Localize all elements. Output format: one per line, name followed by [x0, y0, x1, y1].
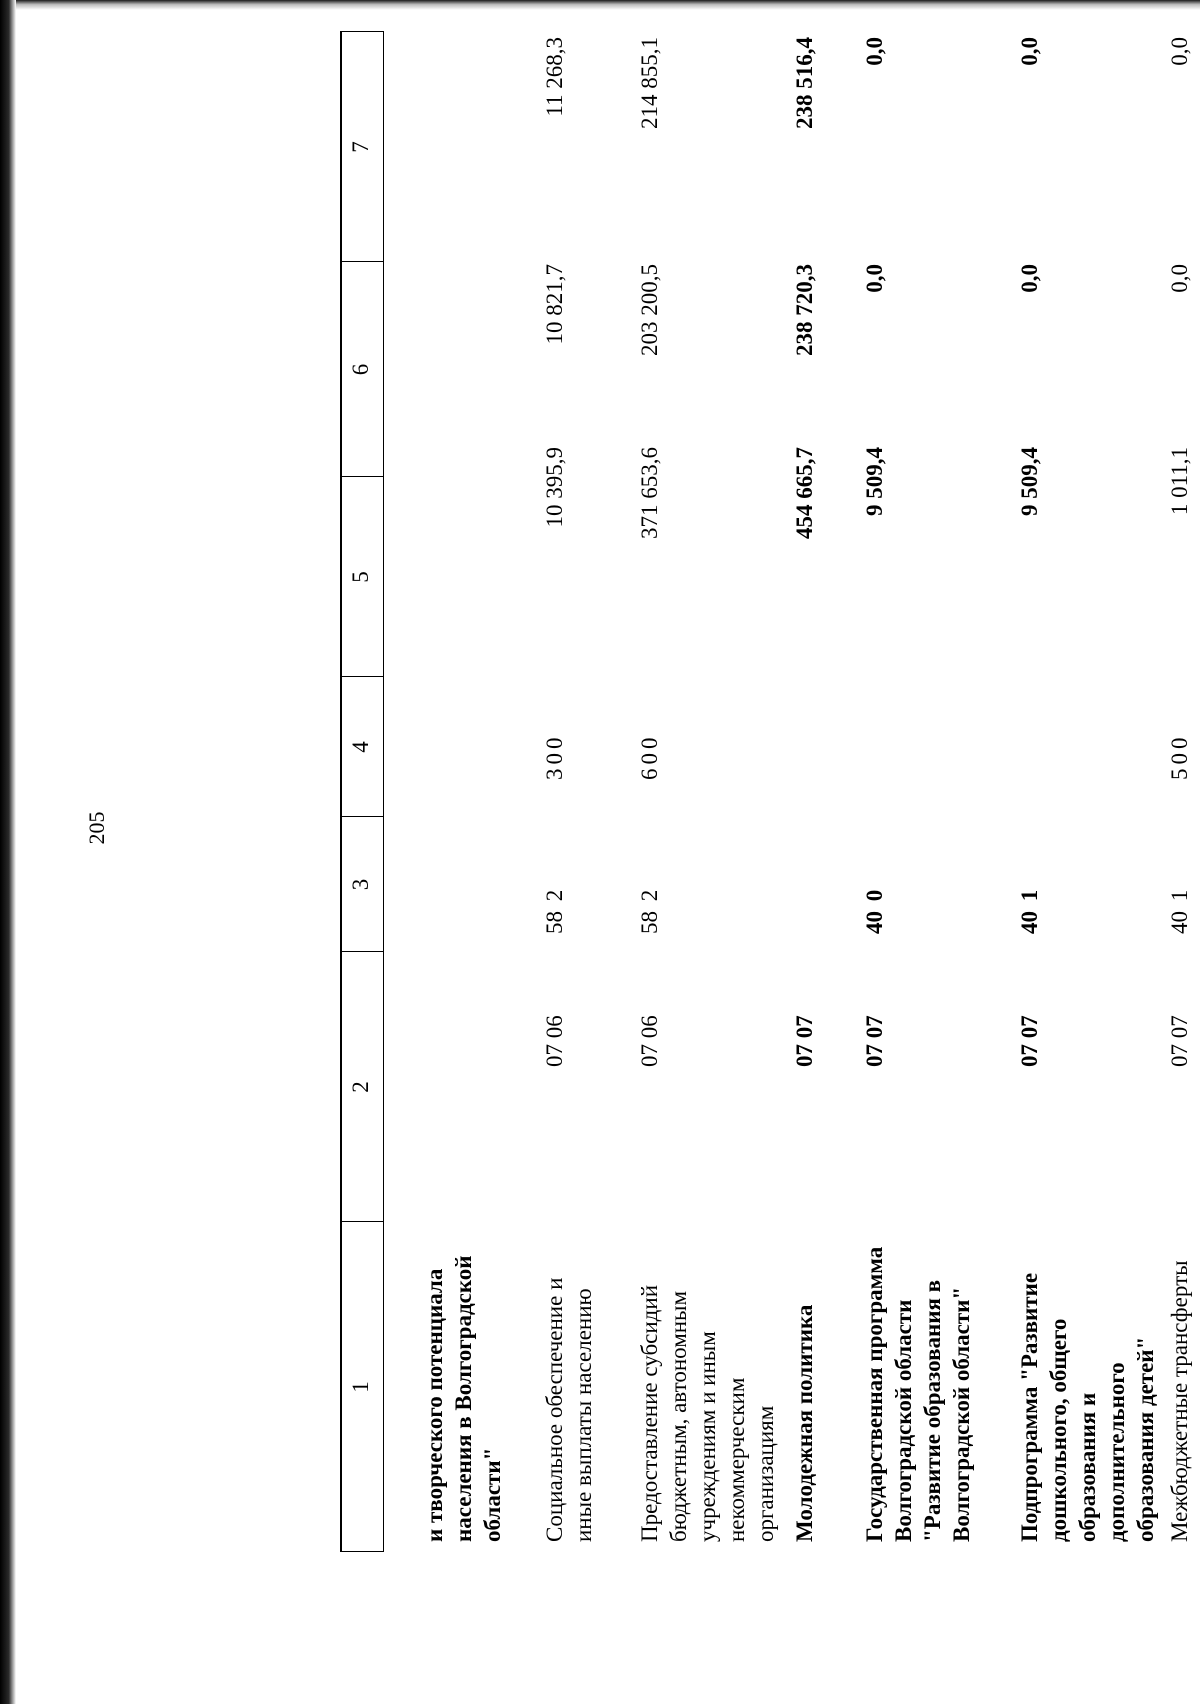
column-header-5: 5 — [348, 571, 373, 583]
row-program: 58 2 — [637, 889, 662, 934]
row-amount-1: 9 509,4 — [1017, 447, 1042, 516]
row-section: 07 06 — [542, 1015, 567, 1067]
scan-edge-left — [0, 0, 16, 1704]
page-number: 205 — [84, 811, 109, 845]
column-header-3: 3 — [348, 878, 373, 891]
row-program: 40 1 — [1167, 889, 1192, 934]
row-amount-2: 203 200,5 — [637, 264, 662, 356]
column-header-1: 1 — [348, 1381, 373, 1393]
row-amount-3: 0,0 — [1017, 37, 1042, 66]
row-section: 07 07 — [792, 1015, 817, 1067]
row-amount-1: 1 011,1 — [1167, 447, 1192, 516]
row-expense-type: 600 — [637, 733, 662, 780]
column-header-6: 6 — [348, 363, 373, 376]
row-name: Молодежная политика — [792, 1304, 817, 1542]
row-amount-3: 0,0 — [862, 37, 887, 66]
row-section: 07 07 — [862, 1015, 887, 1067]
row-name: Предоставление субсидий бюджетным, автономным учреждениям и иным некоммерческим организациям — [637, 1285, 778, 1542]
row-amount-1: 10 395,9 — [542, 447, 567, 528]
row-name: и творческого потенциала населения в Волгоградской области" — [422, 1255, 505, 1542]
row-name: Подпрограмма "Развитие дошкольного, общего образования и дополнительного образования детей" — [1017, 1272, 1158, 1542]
row-section: 07 06 — [637, 1015, 662, 1067]
row-program: 40 0 — [862, 889, 887, 934]
column-header-2: 2 — [348, 1081, 373, 1093]
row-expense-type: 300 — [542, 733, 567, 780]
row-amount-2: 0,0 — [1167, 264, 1192, 293]
row-name: Государственная программа Волгоградской области "Развитие образования в Волгоградской области" — [862, 1246, 974, 1542]
row-amount-2: 238 720,3 — [792, 264, 817, 356]
row-section: 07 07 — [1167, 1015, 1192, 1067]
row-amount-3: 0,0 — [1167, 37, 1192, 66]
row-section: 07 07 — [1017, 1015, 1042, 1067]
column-header-7: 7 — [348, 141, 373, 153]
row-name: Социальное обеспечение и иные выплаты населению — [542, 1277, 596, 1542]
budget-table — [340, 0, 1200, 1552]
row-program: 40 1 — [1017, 889, 1042, 934]
row-program: 58 2 — [542, 889, 567, 934]
row-amount-2: 0,0 — [862, 264, 887, 293]
row-amount-3: 214 855,1 — [637, 37, 662, 129]
row-amount-2: 0,0 — [1017, 264, 1042, 293]
row-amount-3: 11 268,3 — [542, 37, 567, 117]
row-amount-1: 454 665,7 — [792, 447, 817, 539]
row-amount-1: 9 509,4 — [862, 447, 887, 516]
header-top-rule — [340, 32, 342, 1552]
row-amount-3: 238 516,4 — [792, 37, 817, 129]
row-name: Межбюджетные трансферты — [1167, 1260, 1192, 1542]
row-amount-1: 371 653,6 — [637, 447, 662, 539]
column-header-4: 4 — [348, 741, 373, 753]
row-expense-type: 500 — [1167, 733, 1192, 780]
header-bottom-rule — [383, 32, 384, 1552]
row-amount-2: 10 821,7 — [542, 264, 567, 345]
